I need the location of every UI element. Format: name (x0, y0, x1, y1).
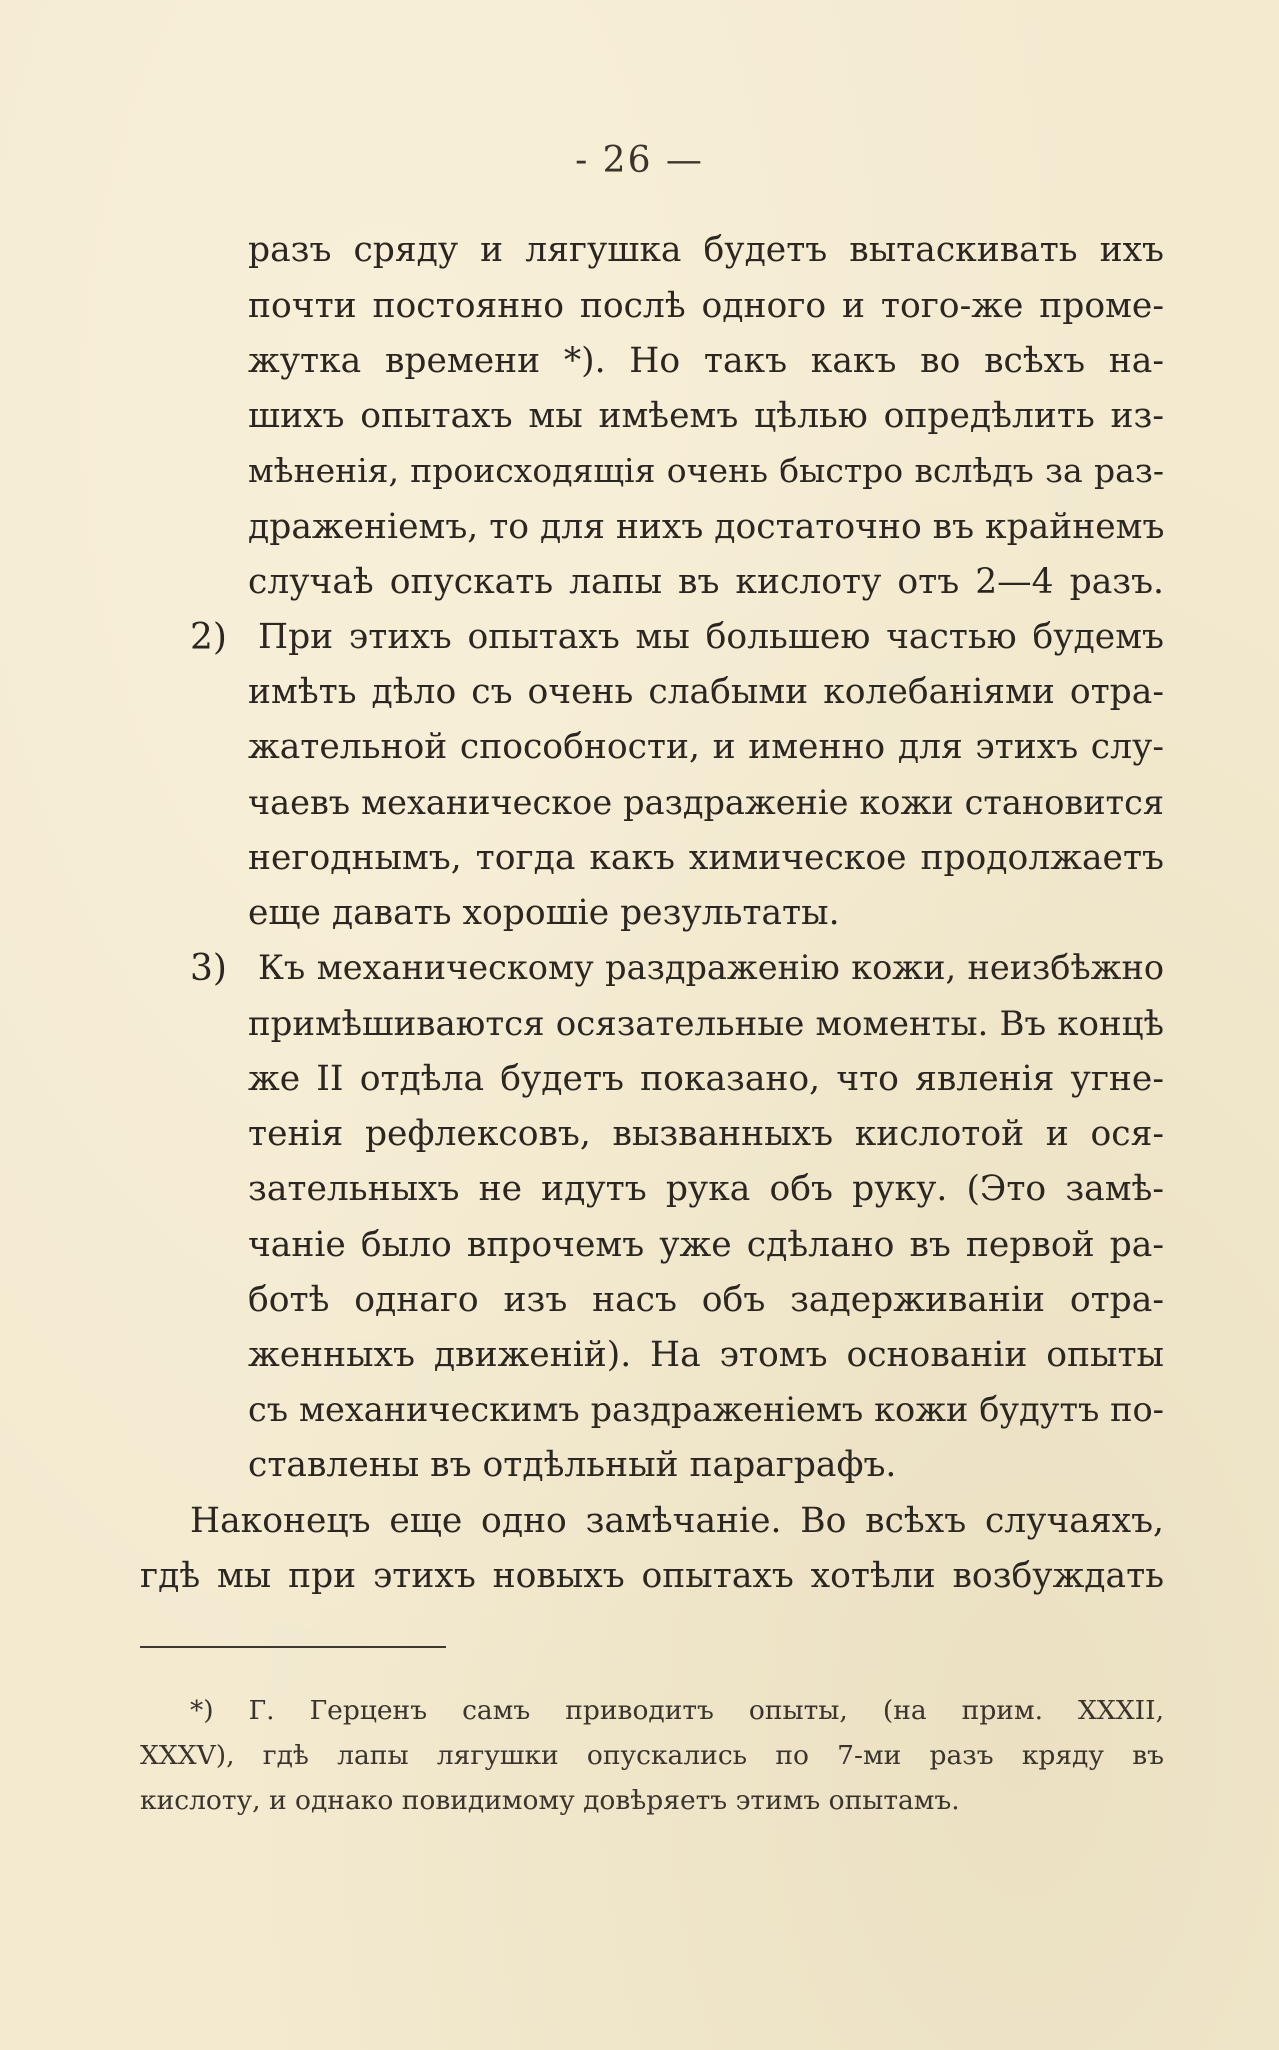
footnote-divider (140, 1646, 446, 1648)
text-line: тенія рефлексовъ, вызванныхъ кислотой и ося- (248, 1114, 1164, 1154)
text-line: почти постоянно послѣ одного и того-же проме- (248, 286, 1164, 326)
text-line: мѣненія, происходящія очень быстро вслѣдъ за раз- (248, 451, 1164, 490)
footnote-line: XXXV), гдѣ лапы лягушки опускались по 7-ми разъ кряду въ (140, 1740, 1164, 1771)
text-line: разъ сряду и лягушка будетъ вытаскивать ихъ (248, 230, 1164, 270)
page-number: - 26 — (575, 140, 704, 181)
text-line: зательныхъ не идутъ рука объ руку. (Это замѣ- (248, 1169, 1164, 1209)
text-line: шихъ опытахъ мы имѣемъ цѣлью опредѣлить из- (248, 396, 1164, 436)
text-line: имѣть дѣло съ очень слабыми колебаніями отра- (248, 672, 1164, 712)
text-line: примѣшиваются осязательные моменты. Въ концѣ (248, 1004, 1164, 1044)
text-line: гдѣ мы при этихъ новыхъ опытахъ хотѣли возбуждать (140, 1556, 1164, 1596)
list-marker: 3) (190, 948, 227, 989)
text-line: ставлены въ отдѣльный параграфъ. (248, 1445, 897, 1485)
text-line: При этихъ опытахъ мы большею частью будемъ (258, 617, 1164, 657)
text-line: съ механическимъ раздраженіемъ кожи будутъ по- (248, 1390, 1164, 1429)
text-line: негоднымъ, тогда какъ химическое продолжаетъ (248, 838, 1164, 878)
text-line: женныхъ движеній). На этомъ основаніи опыты (248, 1335, 1164, 1375)
footnote-line: кислоту, и однако повидимому довѣряетъ этимъ опытамъ. (140, 1785, 960, 1816)
text-line: жательной способности, и именно для этихъ слу- (248, 727, 1164, 767)
text-line: чаніе было впрочемъ уже сдѣлано въ первой ра- (248, 1225, 1164, 1265)
text-line: драженіемъ, то для нихъ достаточно въ крайнемъ (248, 507, 1165, 547)
text-line: же II отдѣла будетъ показано, что явленія угне- (248, 1059, 1164, 1099)
list-marker: 2) (190, 617, 227, 658)
text-line: жутка времени *). Но такъ какъ во всѣхъ на- (248, 341, 1164, 381)
footnote-line: *) Г. Герценъ самъ приводитъ опыты, (на прим. XXXII, (190, 1695, 1164, 1726)
text-line: Къ механическому раздраженію кожи, неизбѣжно (258, 948, 1164, 987)
text-line: ботѣ однаго изъ насъ объ задерживаніи отра- (248, 1280, 1164, 1320)
text-line: Наконецъ еще одно замѣчаніе. Во всѣхъ случаяхъ, (190, 1501, 1164, 1541)
text-line: чаевъ механическое раздраженіе кожи становится (248, 783, 1164, 822)
text-line: случаѣ опускать лапы въ кислоту отъ 2—4 разъ. (248, 562, 1164, 602)
text-line: еще давать хорошіе результаты. (248, 893, 840, 933)
